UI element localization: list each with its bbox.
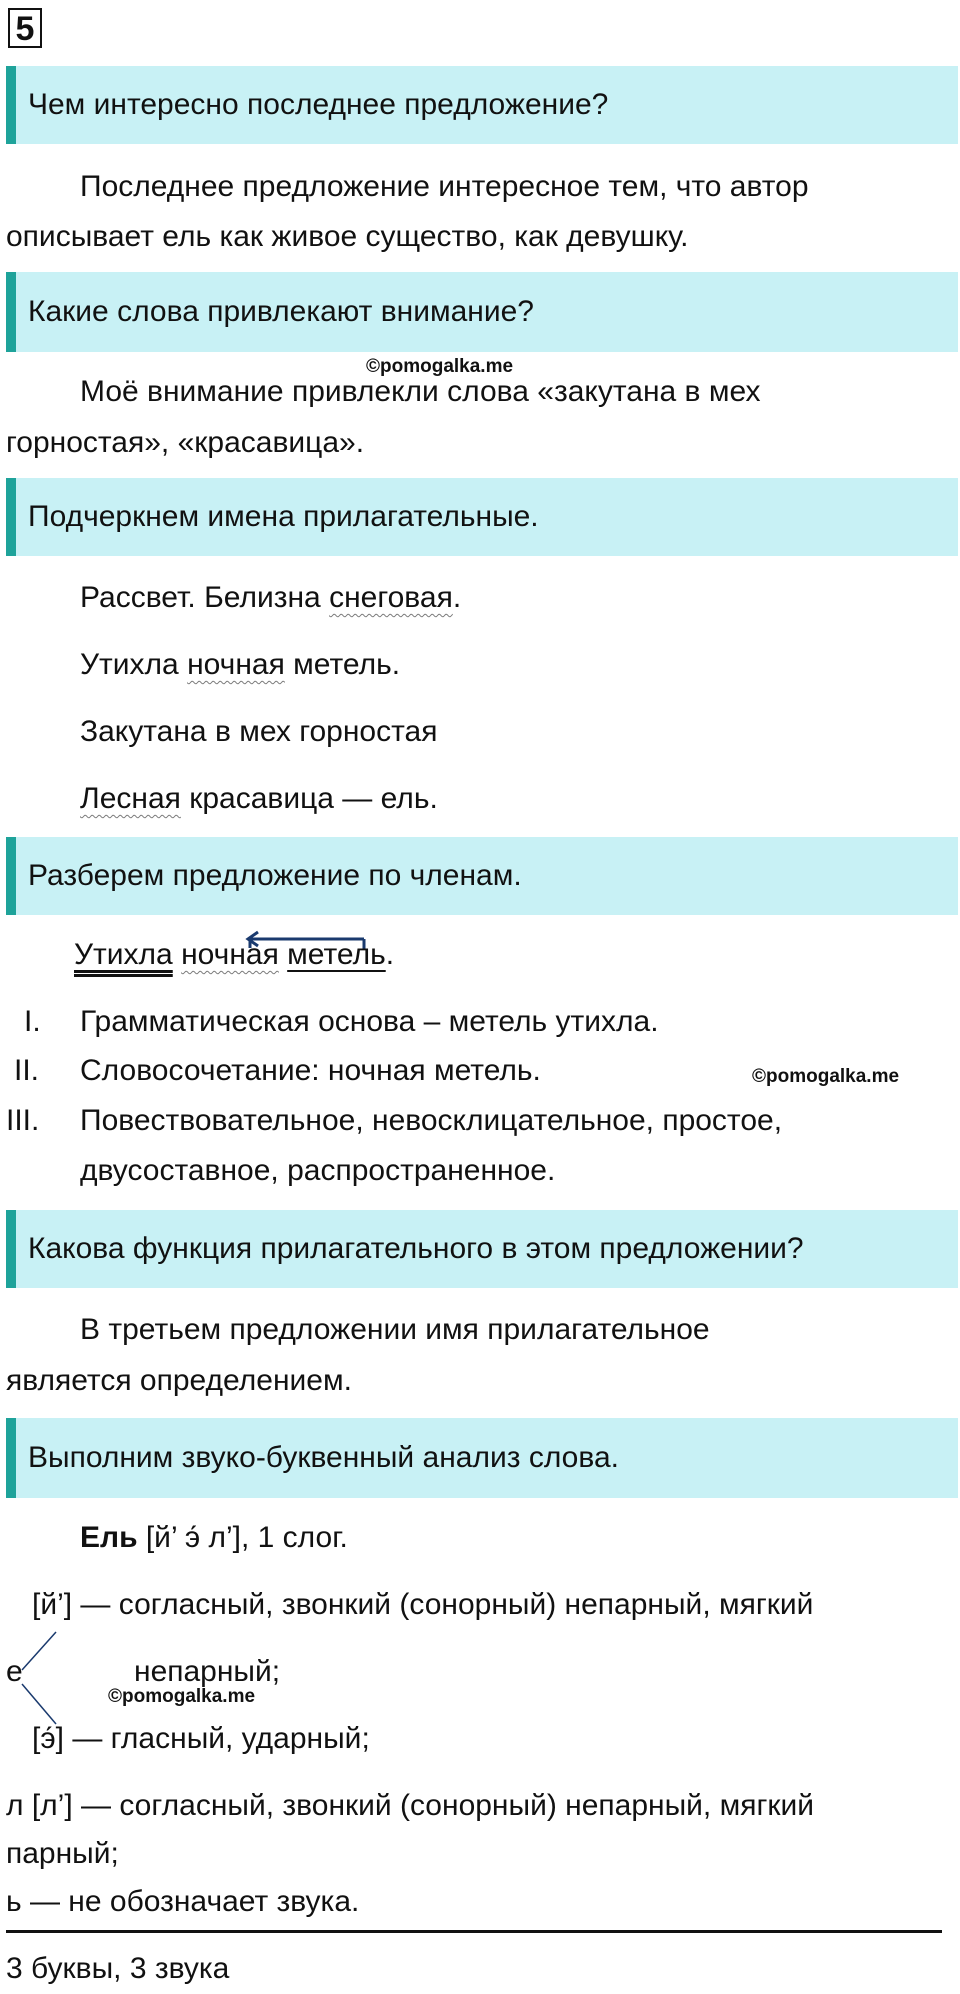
watermark: ©pomogalka.me (366, 356, 514, 377)
question-4-text: Разберем предложение по членам. (28, 859, 522, 892)
sound-1-line-cont: непарный; (134, 1655, 281, 1688)
attribute-word: ночная (181, 938, 279, 971)
list-item-2: Словосочетание: ночная метель. (80, 1054, 541, 1087)
poem-line-4: Лесная красавица — ель. (80, 782, 438, 815)
list-marker-1: I. (24, 1005, 41, 1038)
question-3-text: Подчеркнем имена прилагательные. (28, 500, 539, 533)
poem-line-2: Утихла ночная метель. (80, 648, 401, 681)
list-marker-3: III. (6, 1104, 40, 1137)
watermark: ©pomogalka.me (108, 1686, 256, 1707)
answer-2-line-2: горностая», «красавица». (6, 426, 365, 459)
subject-word: метель (287, 938, 386, 971)
adjective-underline: ночная (187, 648, 285, 681)
question-1-text: Чем интересно последнее предложение? (28, 88, 609, 121)
question-6-text: Выполним звуко-буквенный анализ слова. (28, 1441, 619, 1474)
list-item-3-cont: двусоставное, распространенное. (80, 1154, 556, 1187)
adjective-underline: снеговая (329, 581, 453, 614)
letter-e: е (6, 1655, 23, 1688)
watermark: ©pomogalka.me (752, 1066, 900, 1087)
predicate-word: Утихла (74, 938, 173, 971)
task-number: 5 (8, 8, 42, 48)
question-bar-4 (6, 837, 958, 915)
question-5-text: Какова функция прилагательного в этом предложении? (28, 1232, 804, 1265)
sound-1-line: [й’] — согласный, звонкий (сонорный) непарный, мягкий (32, 1588, 814, 1621)
question-bar-5 (6, 1210, 958, 1288)
list-marker-2: II. (14, 1054, 40, 1087)
question-bar-1 (6, 66, 958, 144)
answer-2-line-1: Моё внимание привлекли слова «закутана в мех (80, 375, 761, 408)
parsed-sentence: Утихла ночная метель. (74, 938, 395, 971)
question-bar-2 (6, 272, 958, 352)
letter-l-line-2: парный; (6, 1837, 119, 1870)
question-2-text: Какие слова привлекают внимание? (28, 295, 534, 328)
poem-line-1: Рассвет. Белизна снеговая. (80, 581, 462, 614)
sound-2-line: [э́] — гласный, ударный; (32, 1722, 370, 1755)
list-item-1: Грамматическая основа – метель утихла. (80, 1005, 659, 1038)
poem-line-3: Закутана в мех горностая (80, 715, 438, 748)
answer-1-line-1: Последнее предложение интересное тем, что автор (80, 170, 809, 203)
list-item-3: Повествовательное, невосклицательное, простое, (80, 1104, 783, 1137)
answer-5-line-2: является определением. (6, 1364, 352, 1397)
analyzed-word: Ель (80, 1521, 138, 1554)
soft-sign-line: ь — не обозначает звука. (6, 1885, 360, 1918)
word-transcription: Ель [й’ э́ л’], 1 слог. (80, 1521, 348, 1554)
divider (6, 1930, 942, 1933)
summary-line: 3 буквы, 3 звука (6, 1952, 230, 1985)
answer-5-line-1: В третьем предложении имя прилагательное (80, 1313, 710, 1346)
question-bar-6 (6, 1418, 958, 1498)
answer-1-line-2: описывает ель как живое существо, как девушку. (6, 220, 689, 253)
question-bar-3 (6, 478, 958, 556)
adjective-underline: Лесная (80, 782, 181, 815)
letter-l-line-1: л [л’] — согласный, звонкий (сонорный) непарный, мягкий (6, 1789, 815, 1822)
